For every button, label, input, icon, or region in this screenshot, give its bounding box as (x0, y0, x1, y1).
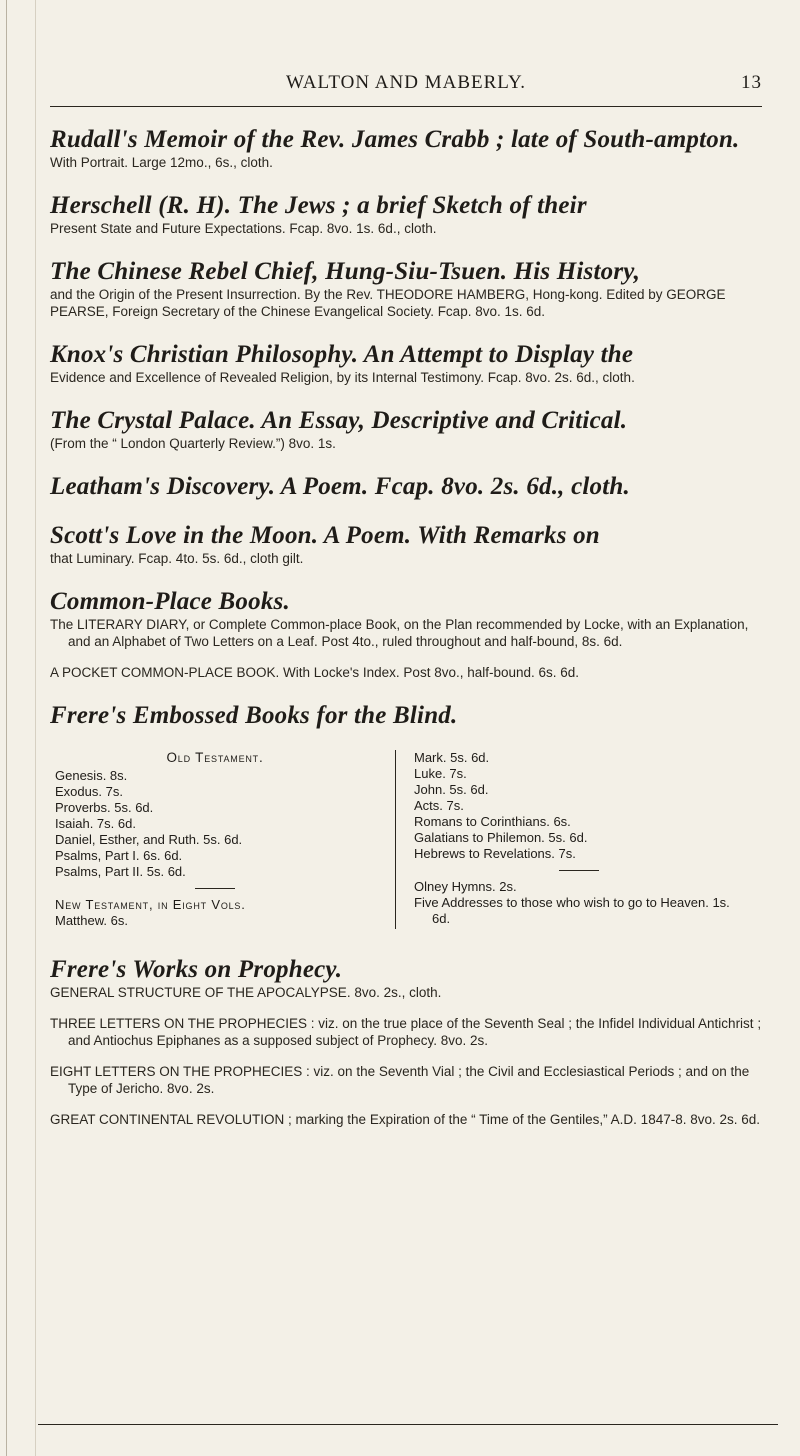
publisher-name: WALTON AND MABERLY. (285, 72, 527, 93)
entry-title: The Chinese Rebel Chief, Hung-Siu-Tsuen. His History, (50, 258, 641, 285)
separator-dash (559, 870, 599, 871)
header-rule (50, 106, 762, 107)
column-heading: Old Testament. (166, 750, 264, 765)
left-column (50, 750, 396, 929)
two-column-list (50, 750, 762, 929)
list-item: Hebrews to Revelations. 7s. (414, 846, 576, 861)
entry-detail: that Luminary. Fcap. 4to. 5s. 6d., cloth gilt. (50, 551, 304, 566)
section-title: Frere's Works on Prophecy. (50, 956, 343, 983)
section-title: Common-Place Books. (50, 588, 290, 615)
entry-title: Leatham's Discovery. A Poem. Fcap. 8vo. 2s. 6d., cloth. (50, 473, 630, 500)
page-number: 13 (741, 72, 762, 93)
list-item: Mark. 5s. 6d. (414, 750, 490, 765)
list-item: Luke. 7s. (414, 766, 467, 781)
separator-dash (195, 888, 235, 889)
book-page (50, 0, 762, 1128)
list-item: Genesis. 8s. (55, 768, 128, 783)
entry-detail: A POCKET COMMON-PLACE BOOK. With Locke's Index. Post 8vo., half-bound. 6s. 6d. (50, 665, 580, 680)
entry-detail: EIGHT LETTERS ON THE PROPHECIES : viz. on the Seventh Vial ; the Civil and Ecclesiastical Periods ; and on the Type of Jericho. 8vo. 2s. (50, 1064, 750, 1096)
catalog-entry (50, 406, 762, 452)
column-heading: New Testament, in Eight Vols. (55, 897, 246, 912)
list-item: Exodus. 7s. (55, 784, 123, 799)
list-item: Five Addresses to those who wish to go to Heaven. 1s. 6d. (414, 895, 730, 926)
entry-detail: Evidence and Excellence of Revealed Religion, by its Internal Testimony. Fcap. 8vo. 2s. 6d., cloth. (50, 370, 635, 385)
blind-books-section (50, 701, 762, 929)
list-item: John. 5s. 6d. (414, 782, 489, 797)
list-item: Isaiah. 7s. 6d. (55, 816, 136, 831)
entry-detail: GREAT CONTINENTAL REVOLUTION ; marking the Expiration of the “ Time of the Gentiles,” A.D. 1847-8. 8vo. 2s. 6d. (50, 1112, 761, 1127)
catalog-entry (50, 340, 762, 386)
running-head (50, 72, 762, 102)
list-item: Proverbs. 5s. 6d. (55, 800, 154, 815)
section-title: Frere's Embossed Books for the Blind. (50, 702, 458, 729)
list-item: Galatians to Philemon. 5s. 6d. (414, 830, 588, 845)
list-item: Acts. 7s. (414, 798, 464, 813)
entry-detail: GENERAL STRUCTURE OF THE APOCALYPSE. 8vo. 2s., cloth. (50, 985, 442, 1000)
common-place-section (50, 587, 762, 681)
catalog-entry (50, 125, 762, 171)
catalog-entry (50, 257, 762, 320)
catalog-entry (50, 521, 762, 567)
entry-title: Knox's Christian Philosophy. An Attempt to Display the (50, 341, 634, 368)
entry-detail: With Portrait. Large 12mo., 6s., cloth. (50, 155, 273, 170)
list-item: Psalms, Part I. 6s. 6d. (55, 848, 183, 863)
binding-edge (6, 0, 36, 1456)
list-item: Romans to Corinthians. 6s. (414, 814, 571, 829)
entry-detail: Present State and Future Expectations. Fcap. 8vo. 1s. 6d., cloth. (50, 221, 437, 236)
entry-title: Scott's Love in the Moon. A Poem. With Remarks on (50, 522, 600, 549)
list-item: Olney Hymns. 2s. (414, 879, 517, 894)
list-item: Matthew. 6s. (55, 913, 128, 928)
footer-rule (38, 1424, 778, 1425)
entry-detail: THREE LETTERS ON THE PROPHECIES : viz. on the true place of the Seventh Seal ; the Infidel Individual Antichrist ; and Antiochus Epiphanes as a supposed subject of Prophecy. 8vo. 2s. (50, 1016, 762, 1048)
entry-detail: and the Origin of the Present Insurrection. By the Rev. THEODORE HAMBERG, Hong-kong. Edited by GEORGE PEARSE, Foreign Secretary of the Chinese Evangelical Society. Fcap. 8vo. 1s. 6d. (50, 287, 726, 319)
prophecy-section (50, 955, 762, 1128)
entry-title: Herschell (R. H). The Jews ; a brief Sketch of their (50, 192, 587, 219)
list-item: Psalms, Part II. 5s. 6d. (55, 864, 186, 879)
list-item: Daniel, Esther, and Ruth. 5s. 6d. (55, 832, 243, 847)
entry-title: The Crystal Palace. An Essay, Descriptive and Critical. (50, 407, 628, 434)
entry-detail: The LITERARY DIARY, or Complete Common-place Book, on the Plan recommended by Locke, with an Explanation, and an Alphabet of Two Letters on a Leaf. Post 4to., ruled throughout and half-bound, 8s. 6d. (50, 617, 749, 649)
right-column (396, 750, 744, 929)
entry-detail: (From the “ London Quarterly Review.”) 8vo. 1s. (50, 436, 336, 451)
catalog-entry (50, 191, 762, 237)
catalog-entry (50, 472, 762, 501)
entry-title: Rudall's Memoir of the Rev. James Crabb ; late of South-ampton. (50, 126, 740, 153)
